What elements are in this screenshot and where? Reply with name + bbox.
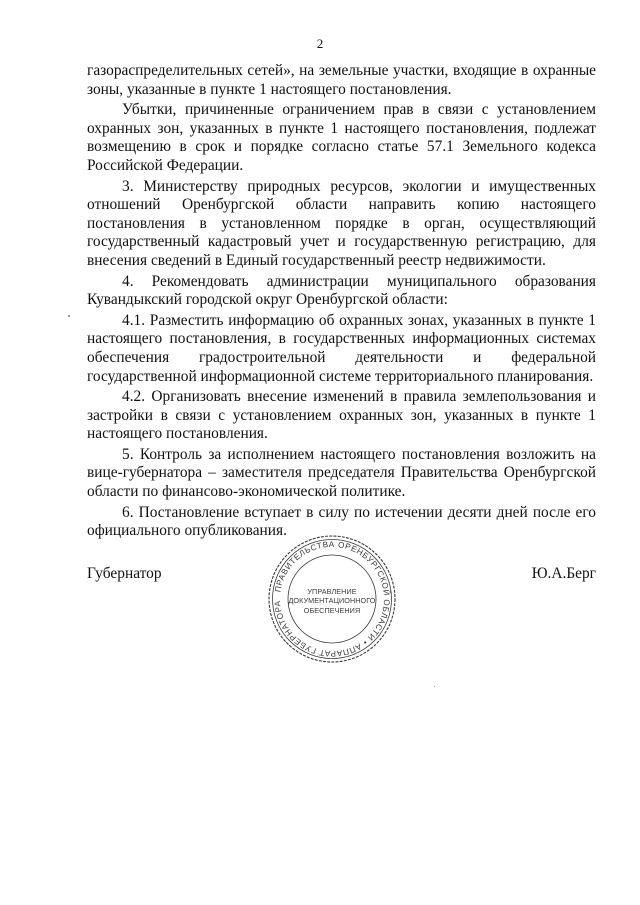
signer-title: Губернатор	[87, 565, 162, 582]
page-number: 2	[316, 36, 324, 51]
stamp-line: ОБЕСПЕЧЕНИЯ	[303, 605, 361, 615]
signer-name: Ю.А.Берг	[531, 565, 596, 582]
paragraph-6: 6. Постановление вступает в силу по истечении десяти дней после его официального опубликования.	[87, 503, 596, 540]
paragraph-continuation: газораспределительных сетей», на земельные участки, входящие в охранные зоны, указанные в пункте 1 настоящего постановления.	[87, 62, 596, 98]
paragraph-3: 3. Министерству природных ресурсов, экологии и имущественных отношений Оренбургской области направить копию настоящего постановления в установленном порядке в орган, осуществляющий государственный кадастровый учет и государственную регистрацию, для внесения сведений в Единый государственный реестр недвижимости.	[87, 177, 596, 269]
paragraph-losses: Убытки, причиненные ограничением прав в связи с установлением охранных зон, указанных в пункте 1 настоящего постановления, подлежат возмещению в срок и порядке согласно статье 57.1 Земельного кодекса Российской Федерации.	[87, 101, 596, 174]
paragraph-5: 5. Контроль за исполнением настоящего постановления возложить на вице-губернатора – заместителя председателя Правительства Оренбургской области по финансово-экономической политике.	[87, 445, 596, 501]
paragraph-4-1: 4.1. Разместить информацию об охранных зонах, указанных в пункте 1 настоящего постановления, в государственных информационных системах обеспечения градостроительной деятельности и федеральной государственной информационной системе территориального планирования.	[87, 311, 596, 385]
official-stamp	[266, 533, 398, 665]
stamp-department-text	[282, 587, 382, 615]
scan-artifact	[68, 315, 70, 317]
paragraph-4-2: 4.2. Организовать внесение изменений в правила землепользования и застройки в связи с установлением охранных зон, указанных в пункте 1 настоящего постановления.	[87, 388, 596, 443]
stamp-line: УПРАВЛЕНИЕ	[307, 587, 357, 596]
svg-text:ПРАВИТЕЛЬСТВА ОРЕНБУРГСКОЙ ОБЛ: ПРАВИТЕЛЬСТВА ОРЕНБУРГСКОЙ ОБЛАСТИ • АППАРАТ ГУБЕРНАТОРА	[272, 539, 392, 659]
paragraph-4: 4. Рекомендовать администрации муниципального образования Кувандыкский городской округ Оренбургской области:	[87, 272, 596, 309]
document-body	[87, 62, 596, 541]
scan-artifact	[434, 686, 435, 687]
stamp-line: ДОКУМЕНТАЦИОННОГО	[288, 596, 376, 606]
